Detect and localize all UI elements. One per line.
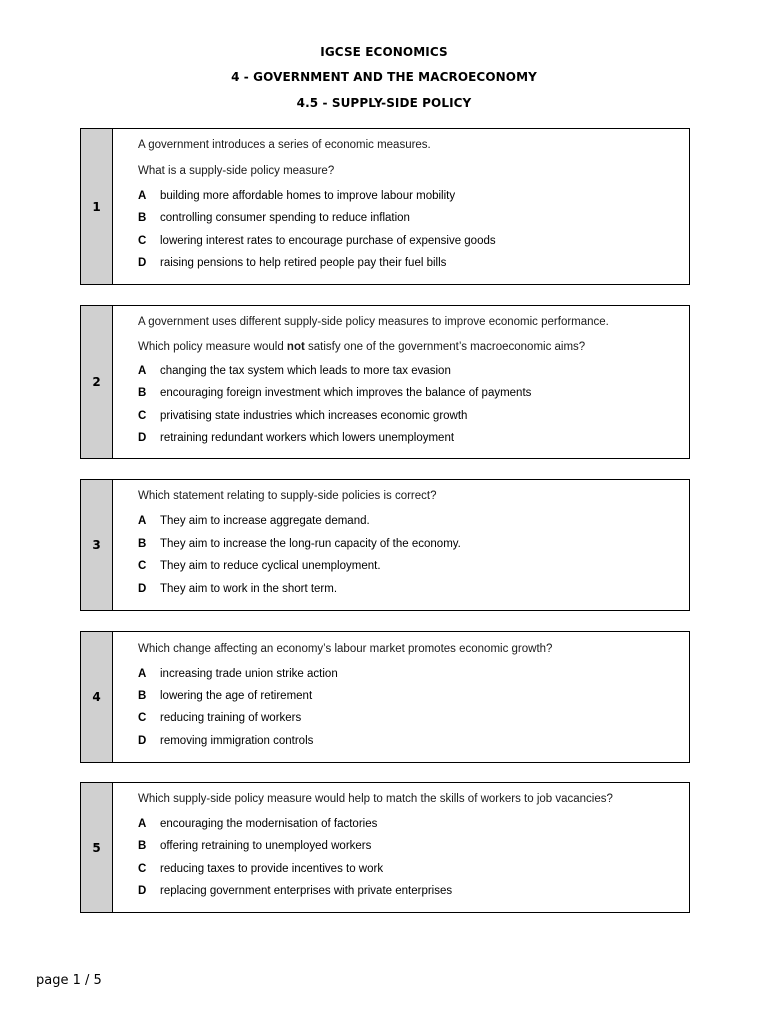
option-text: increasing trade union strike action [160,668,338,680]
option-text: raising pensions to help retired people pay their fuel bills [160,257,447,269]
question-stem: Which supply-side policy measure would help to match the skills of workers to job vacancies? [138,793,613,805]
option-text: They aim to increase the long-run capacity of the economy. [160,538,461,550]
option-text: changing the tax system which leads to more tax evasion [160,365,451,377]
chapter-title: 4 - GOVERNMENT AND THE MACROECONOMY [231,70,537,84]
prompt-end: satisfy one of the government’s macroeconomic aims? [304,341,586,353]
option-text: reducing taxes to provide incentives to work [160,863,384,875]
option-text: replacing government enterprises with private enterprises [160,885,453,897]
section-title: 4.5 - SUPPLY-SIDE POLICY [296,96,472,110]
question-number: 1 [81,129,113,284]
option-letter: C [138,410,147,422]
option-letter: D [138,885,147,897]
question-stem: A government uses different supply-side policy measures to improve economic performance. [138,316,609,328]
option-text: removing immigration controls [160,735,314,747]
document-title: IGCSE ECONOMICS [320,45,448,59]
question-box-3 [80,479,690,611]
question-number: 2 [81,306,113,458]
option-letter: D [138,735,147,747]
option-letter: B [138,212,147,224]
prompt-emphasis: not [286,341,305,353]
option-letter: A [138,668,147,680]
option-letter: D [138,257,147,269]
page-indicator: page 1 / 5 [36,973,102,988]
option-text: encouraging foreign investment which improves the balance of payments [160,387,532,399]
option-text: privatising state industries which increases economic growth [160,410,468,422]
question-box-4 [80,631,690,763]
option-text: lowering the age of retirement [160,690,313,702]
question-box-5 [80,782,690,913]
option-letter: A [138,515,147,527]
option-text: retraining redundant workers which lowers unemployment [160,432,455,444]
option-letter: B [138,840,147,852]
option-text: building more affordable homes to improve labour mobility [160,190,456,202]
question-prompt [138,341,585,353]
option-letter: B [138,690,147,702]
option-letter: A [138,818,147,830]
question-number: 3 [81,480,113,610]
question-stem: A government introduces a series of economic measures. [138,139,431,151]
question-prompt: What is a supply-side policy measure? [138,165,335,177]
question-stem: Which change affecting an economy’s labour market promotes economic growth? [138,643,553,655]
option-letter: D [138,432,147,444]
option-letter: C [138,863,147,875]
option-text: encouraging the modernisation of factories [160,818,378,830]
option-letter: A [138,190,147,202]
question-number: 4 [81,632,113,762]
question-stem: Which statement relating to supply-side policies is correct? [138,490,437,502]
option-letter: B [138,387,147,399]
option-letter: A [138,365,147,377]
option-letter: D [138,583,147,595]
prompt-start: Which policy measure would [138,341,287,353]
option-text: controlling consumer spending to reduce inflation [160,212,410,224]
question-box-1 [80,128,690,285]
option-letter: C [138,560,147,572]
option-letter: C [138,712,147,724]
question-number: 5 [81,783,113,912]
option-text: They aim to increase aggregate demand. [160,515,370,527]
option-text: reducing training of workers [160,712,302,724]
option-text: offering retraining to unemployed workers [160,840,372,852]
option-text: lowering interest rates to encourage purchase of expensive goods [160,235,496,247]
option-letter: B [138,538,147,550]
option-letter: C [138,235,147,247]
option-text: They aim to work in the short term. [160,583,338,595]
question-box-2 [80,305,690,459]
option-text: They aim to reduce cyclical unemployment. [160,560,381,572]
